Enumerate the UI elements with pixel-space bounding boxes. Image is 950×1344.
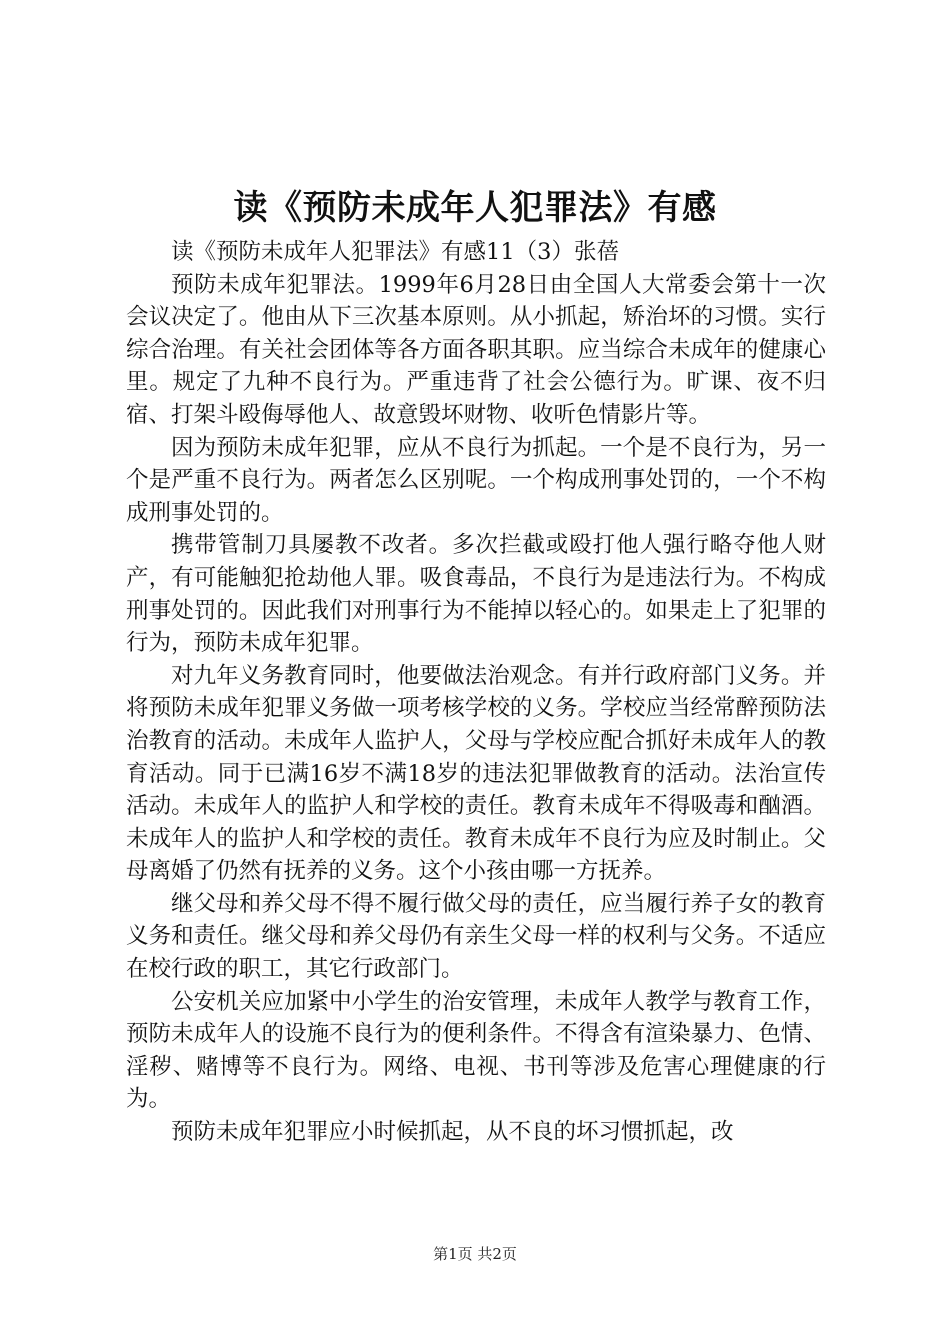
paragraph-subtitle: 读《预防未成年人犯罪法》有感11（3）张蓓 bbox=[171, 239, 619, 265]
paragraph: 预防未成年犯罪法。1999年6月28日由全国人大常委会第十一次会议决定了。他由从下三次基本原则。从小抓起，矫治坏的习惯。实行综合治理。有关社会团体等各方面各职其职。应当综合未成年的健康心里。规定了九种不良行为。严重违背了社会公德行为。旷课、夜不归宿、打架斗殴侮辱他人、故意毁坏财物、收听色情影片等。 bbox=[126, 271, 826, 428]
document-body bbox=[126, 236, 826, 1149]
paragraph: 公安机关应加紧中小学生的治安管理，未成年人教学与教育工作，预防未成年人的设施不良行为的便利条件。不得含有渲染暴力、色情、淫秽、赌博等不良行为。网络、电视、书刊等涉及危害心理健康的行为。 bbox=[126, 988, 826, 1113]
paragraph: 预防未成年犯罪应小时候抓起，从不良的坏习惯抓起，改 bbox=[171, 1119, 734, 1146]
paragraph: 因为预防未成年犯罪，应从不良行为抓起。一个是不良行为，另一个是严重不良行为。两者怎么区别呢。一个构成刑事处罚的，一个不构成刑事处罚的。 bbox=[126, 434, 826, 526]
paragraph: 对九年义务教育同时，他要做法治观念。有并行政府部门义务。并将预防未成年犯罪义务做一项考核学校的义务。学校应当经常醉预防法治教育的活动。未成年人监护人，父母与学校应配合抓好未成年人的教育活动。同于已满16岁不满18岁的违法犯罪做教育的活动。法治宣传活动。未成年人的监护人和学校的责任。教育未成年不得吸毒和酗酒。未成年人的监护人和学校的责任。教育未成年不良行为应及时制止。父母离婚了仍然有抚养的义务。这个小孩由哪一方抚养。 bbox=[126, 662, 826, 885]
document-title: 读《预防未成年人犯罪法》有感 bbox=[233, 188, 717, 228]
paragraph: 携带管制刀具屡教不改者。多次拦截或殴打他人强行略夺他人财产，有可能触犯抢劫他人罪。吸食毒品，不良行为是违法行为。不构成刑事处罚的。因此我们对刑事行为不能掉以轻心的。如果走上了犯罪的行为，预防未成年犯罪。 bbox=[126, 532, 826, 657]
page-number-footer: 第1页 共2页 bbox=[433, 1245, 517, 1263]
paragraph: 继父母和养父母不得不履行做父母的责任，应当履行养子女的教育义务和责任。继父母和养父母仍有亲生父母一样的权利与父务。不适应在校行政的职工，其它行政部门。 bbox=[126, 890, 826, 983]
